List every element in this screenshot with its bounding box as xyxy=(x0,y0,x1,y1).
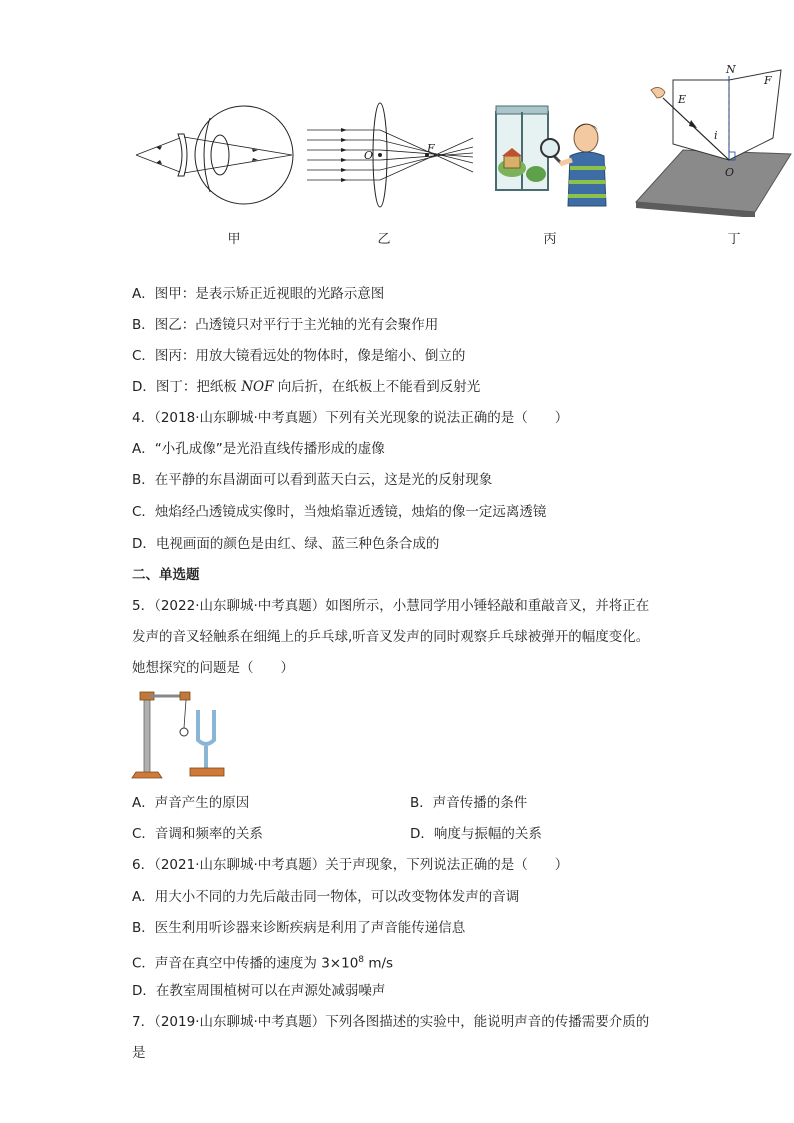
mirror-label-e: E xyxy=(678,93,687,106)
q5-option-c: C．音调和频率的关系 xyxy=(132,826,263,842)
figure-tuning-fork-apparatus xyxy=(130,688,260,784)
q3-option-d-prefix: D．图丁：把纸板 xyxy=(132,379,242,395)
mirror-label-o: O xyxy=(725,166,735,179)
q6-option-c-suffix: m/s xyxy=(364,955,394,972)
q5-stem-line-3: 她想探究的问题是（ ） xyxy=(132,660,294,676)
q3-option-d xyxy=(132,377,480,397)
q4-option-b: B．在平静的东昌湖面可以看到蓝天白云，这是光的反射现象 xyxy=(132,472,493,488)
q4-option-c: C．烛焰经凸透镜成实像时，当烛焰靠近透镜，烛焰的像一定远离透镜 xyxy=(132,504,547,520)
q3-option-c: C．图丙：用放大镜看远处的物体时，像是缩小、倒立的 xyxy=(132,348,466,364)
q4-option-a: A．“小孔成像”是光沿直线传播形成的虚像 xyxy=(132,441,385,457)
caption-ding: 丁 xyxy=(727,232,741,247)
caption-jia: 甲 xyxy=(227,232,241,247)
figure-yi-convex-lens xyxy=(305,100,480,215)
q6-option-d: D．在教室周围植树可以在声源处减弱噪声 xyxy=(132,983,386,999)
q6-option-c-prefix: C．声音在真空中传播的速度为 3×10 xyxy=(132,955,359,972)
q3-option-a: A．图甲：是表示矫正近视眼的光路示意图 xyxy=(132,286,385,302)
section-heading: 二、单选题 xyxy=(132,567,200,583)
q5-option-b: B．声音传播的条件 xyxy=(410,795,528,811)
q4-stem: 4．（2018·山东聊城·中考真题）下列有关光现象的说法正确的是（ ） xyxy=(132,410,569,426)
q4-option-d: D．电视画面的颜色是由红、绿、蓝三种色条合成的 xyxy=(132,536,440,552)
q5-stem-line-2: 发声的音叉轻触系在细绳上的乒乓球,听音叉发声的同时观察乒乓球被弹开的幅度变化。 xyxy=(132,629,650,645)
mirror-label-f: F xyxy=(764,74,772,87)
lens-label-o: O xyxy=(364,149,374,162)
caption-bing: 丙 xyxy=(543,232,557,247)
caption-yi: 乙 xyxy=(377,232,391,247)
q3-option-d-italic: NOF xyxy=(241,379,274,395)
figure-bing-magnifier-illustration xyxy=(490,98,620,213)
figure-jia-eye-diagram xyxy=(132,100,297,210)
q5-stem-line-1: 5．（2022·山东聊城·中考真题）如图所示，小慧同学用小锤轻敲和重敲音叉，并将正在 xyxy=(132,598,650,614)
q6-option-c-exponent: 8 xyxy=(358,955,365,965)
q6-option-b: B．医生利用听诊器来诊断疾病是利用了声音能传递信息 xyxy=(132,920,466,936)
q7-stem-line-1: 7．（2019·山东聊城·中考真题）下列各图描述的实验中，能说明声音的传播需要介质的 xyxy=(132,1014,650,1030)
q6-option-c xyxy=(132,950,393,974)
q6-option-a: A．用大小不同的力先后敲击同一物体，可以改变物体发声的音调 xyxy=(132,889,520,905)
q3-option-d-suffix: 向后折，在纸板上不能看到反射光 xyxy=(273,379,481,395)
q7-stem-line-2: 是 xyxy=(132,1045,146,1061)
lens-label-f: F xyxy=(427,142,435,155)
q3-option-b: B．图乙：凸透镜只对平行于主光轴的光有会聚作用 xyxy=(132,317,439,333)
mirror-label-n: N xyxy=(726,63,736,76)
q5-option-a: A．声音产生的原因 xyxy=(132,795,250,811)
q5-option-d: D．响度与振幅的关系 xyxy=(410,826,542,842)
q6-stem: 6．（2021·山东聊城·中考真题）关于声现象，下列说法正确的是（ ） xyxy=(132,857,569,873)
mirror-label-i: i xyxy=(714,129,718,142)
